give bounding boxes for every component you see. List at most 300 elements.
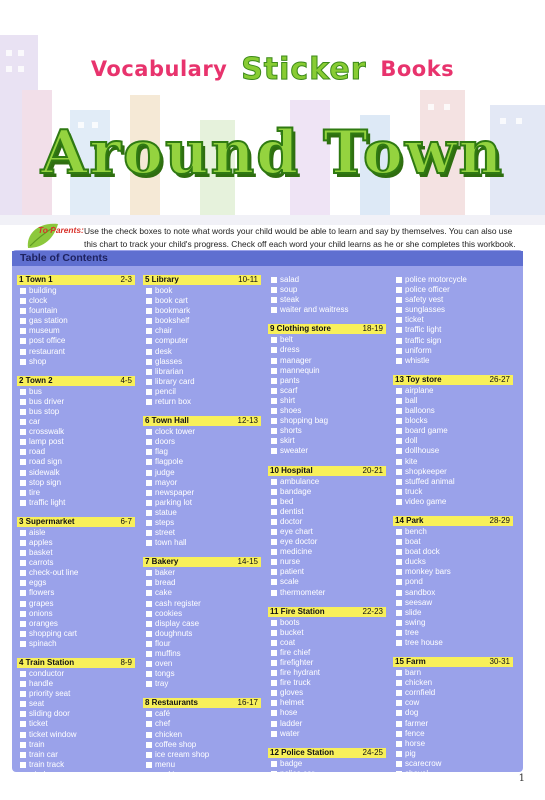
checklist-item[interactable] bbox=[17, 387, 135, 397]
checklist-item-label: scarf bbox=[280, 385, 298, 395]
checklist-item-label: restaurant bbox=[29, 346, 66, 356]
checklist-item-label: traffic light bbox=[405, 325, 442, 335]
checklist-item[interactable] bbox=[17, 407, 135, 417]
checklist-item[interactable] bbox=[143, 377, 261, 387]
checklist-item-label: monkey bars bbox=[405, 567, 451, 577]
checklist-item[interactable] bbox=[393, 698, 513, 708]
checklist-item-label: board game bbox=[405, 426, 448, 436]
checklist-item-label: dress bbox=[280, 345, 300, 355]
checklist-item[interactable] bbox=[17, 699, 135, 709]
checklist-item[interactable] bbox=[143, 437, 261, 447]
section-pages: 2-3 bbox=[120, 275, 132, 284]
checklist-item-label: medicine bbox=[280, 547, 313, 557]
checklist-item[interactable] bbox=[393, 336, 513, 346]
checklist-item[interactable] bbox=[17, 306, 135, 316]
checklist-item[interactable] bbox=[143, 488, 261, 498]
checklist-item[interactable] bbox=[143, 508, 261, 518]
checklist-item[interactable] bbox=[143, 306, 261, 316]
checklist-item[interactable] bbox=[17, 750, 135, 760]
checklist-item[interactable] bbox=[17, 488, 135, 498]
section-header bbox=[393, 516, 513, 526]
section-header bbox=[17, 376, 135, 386]
skyline-illustration bbox=[0, 0, 545, 225]
checklist-item-label: sweater bbox=[280, 446, 309, 456]
section-header bbox=[268, 748, 386, 758]
checklist-item[interactable] bbox=[393, 406, 513, 416]
checklist-item[interactable] bbox=[17, 548, 135, 558]
checklist-item[interactable] bbox=[268, 345, 386, 355]
checklist-item[interactable] bbox=[268, 678, 386, 688]
checklist-item[interactable] bbox=[268, 426, 386, 436]
checklist-item-label: video game bbox=[405, 496, 447, 506]
checklist-item[interactable] bbox=[143, 578, 261, 588]
section-title: 15 Farm bbox=[395, 657, 426, 667]
checklist-item[interactable] bbox=[17, 357, 135, 367]
checklist-item[interactable] bbox=[393, 547, 513, 557]
checklist-item[interactable] bbox=[393, 567, 513, 577]
checklist-item-label: fountain bbox=[29, 306, 58, 316]
checklist-item-label: fire chief bbox=[280, 647, 311, 657]
checklist-item[interactable] bbox=[143, 649, 261, 659]
checklist-item[interactable] bbox=[393, 588, 513, 598]
checklist-item[interactable] bbox=[393, 598, 513, 608]
checklist-item[interactable] bbox=[17, 397, 135, 407]
checklist-item-label: dog bbox=[405, 708, 419, 718]
section-header bbox=[143, 557, 261, 567]
checklist-item[interactable] bbox=[143, 498, 261, 508]
checklist-item[interactable] bbox=[143, 296, 261, 306]
checklist-item-label: flag bbox=[155, 447, 168, 457]
checklist-item[interactable] bbox=[393, 759, 513, 769]
checklist-item[interactable] bbox=[393, 769, 513, 779]
checklist-item-label: seesaw bbox=[405, 597, 433, 607]
checklist-item[interactable] bbox=[143, 709, 261, 719]
checklist-item-label: town hall bbox=[155, 538, 187, 548]
checklist-item[interactable] bbox=[393, 396, 513, 406]
checklist-item[interactable] bbox=[393, 416, 513, 426]
checklist-item[interactable] bbox=[393, 305, 513, 315]
checklist-item[interactable] bbox=[393, 577, 513, 587]
checklist-item-label: doors bbox=[155, 437, 176, 447]
checklist-item[interactable] bbox=[143, 568, 261, 578]
checklist-item-label: sunglasses bbox=[405, 305, 446, 315]
checklist-item[interactable] bbox=[143, 730, 261, 740]
checklist-item-label: doughnuts bbox=[155, 628, 193, 638]
checklist-item[interactable] bbox=[393, 638, 513, 648]
checklist-item-label: return box bbox=[155, 397, 192, 407]
checklist-item[interactable] bbox=[17, 457, 135, 467]
checklist-item[interactable] bbox=[393, 739, 513, 749]
toc-section bbox=[268, 275, 386, 315]
checklist-item[interactable] bbox=[143, 478, 261, 488]
checklist-item[interactable] bbox=[143, 528, 261, 538]
checklist-item[interactable] bbox=[393, 719, 513, 729]
checklist-item[interactable] bbox=[143, 316, 261, 326]
checklist-item-label: sliding door bbox=[29, 709, 70, 719]
checklist-item-label: cookies bbox=[155, 608, 183, 618]
checklist-item[interactable] bbox=[17, 719, 135, 729]
checklist-item-label: helmet bbox=[280, 698, 305, 708]
checklist-item[interactable] bbox=[143, 286, 261, 296]
checklist-item[interactable] bbox=[268, 759, 386, 769]
parents-note-label: To Parents: bbox=[38, 225, 84, 235]
checklist-item[interactable] bbox=[143, 750, 261, 760]
checklist-item[interactable] bbox=[268, 769, 386, 779]
checklist-item[interactable] bbox=[143, 447, 261, 457]
checklist-item[interactable] bbox=[143, 518, 261, 528]
toc-section bbox=[393, 516, 513, 648]
section-pages: 20-21 bbox=[362, 465, 383, 475]
section-title: 4 Train Station bbox=[19, 658, 75, 667]
checklist-item-label: library card bbox=[155, 376, 195, 386]
checklist-item[interactable] bbox=[268, 517, 386, 527]
checklist-item[interactable] bbox=[268, 446, 386, 456]
checklist-item-label: parking lot bbox=[155, 497, 192, 507]
checklist-item[interactable] bbox=[17, 326, 135, 336]
checklist-item[interactable] bbox=[268, 527, 386, 537]
checklist-item-label: tree bbox=[405, 627, 419, 637]
checklist-item[interactable] bbox=[393, 708, 513, 718]
checklist-item-label: cash register bbox=[155, 598, 201, 608]
checklist-item[interactable] bbox=[393, 386, 513, 396]
checklist-item[interactable] bbox=[17, 740, 135, 750]
checklist-item[interactable] bbox=[268, 557, 386, 567]
checklist-item-label: traffic light bbox=[29, 497, 66, 507]
checklist-item[interactable] bbox=[268, 275, 386, 285]
checklist-item[interactable] bbox=[268, 406, 386, 416]
checklist-item[interactable] bbox=[393, 446, 513, 456]
checklist-item[interactable] bbox=[143, 357, 261, 367]
checklist-item-label: bookmark bbox=[155, 306, 191, 316]
checklist-item[interactable] bbox=[143, 679, 261, 689]
section-pages: 12-13 bbox=[237, 416, 258, 426]
checklist-item[interactable] bbox=[268, 335, 386, 345]
checklist-item-label: ducks bbox=[405, 557, 426, 567]
checklist-item[interactable] bbox=[143, 619, 261, 629]
checklist-item[interactable] bbox=[17, 498, 135, 508]
checklist-item-label: eye chart bbox=[280, 526, 313, 536]
checklist-item-label: post office bbox=[29, 336, 66, 346]
checklist-item-label: dentist bbox=[280, 506, 304, 516]
checklist-item-label: window bbox=[29, 769, 56, 779]
section-header bbox=[268, 607, 386, 617]
checklist-item[interactable] bbox=[143, 609, 261, 619]
checklist-item[interactable] bbox=[143, 588, 261, 598]
checklist-item[interactable] bbox=[143, 669, 261, 679]
checklist-item[interactable] bbox=[17, 558, 135, 568]
checklist-item[interactable] bbox=[393, 729, 513, 739]
section-title: 7 Bakery bbox=[145, 557, 179, 567]
checklist-item[interactable] bbox=[393, 678, 513, 688]
checklist-item[interactable] bbox=[143, 347, 261, 357]
checklist-item[interactable] bbox=[17, 296, 135, 306]
section-title: 3 Supermarket bbox=[19, 516, 75, 526]
checklist-item-label: police car bbox=[280, 768, 315, 778]
checklist-item[interactable] bbox=[17, 770, 135, 780]
checklist-item[interactable] bbox=[17, 478, 135, 488]
checklist-item-label: building bbox=[29, 286, 57, 295]
checklist-item[interactable] bbox=[268, 729, 386, 739]
checklist-item[interactable] bbox=[17, 730, 135, 740]
checklist-item-label: aisle bbox=[29, 527, 46, 537]
checklist-item-label: bus driver bbox=[29, 396, 65, 406]
checklist-item-label: cow bbox=[405, 698, 420, 708]
checklist-item[interactable] bbox=[393, 426, 513, 436]
checklist-item[interactable] bbox=[17, 689, 135, 699]
section-title: 12 Police Station bbox=[270, 747, 335, 757]
checklist-item[interactable] bbox=[17, 619, 135, 629]
checklist-item-label: badge bbox=[280, 758, 303, 768]
checklist-item[interactable] bbox=[393, 457, 513, 467]
checklist-item[interactable] bbox=[268, 668, 386, 678]
section-pages: 22-23 bbox=[362, 606, 383, 616]
toc-column bbox=[17, 275, 135, 799]
checklist-item[interactable] bbox=[393, 537, 513, 547]
section-pages: 30-31 bbox=[489, 657, 510, 667]
checklist-item-label: computer bbox=[155, 336, 189, 346]
checklist-item-label: conductor bbox=[29, 669, 65, 678]
toc-section bbox=[268, 466, 386, 598]
toc-section bbox=[143, 557, 261, 689]
checklist-item[interactable] bbox=[268, 537, 386, 547]
checklist-item[interactable] bbox=[17, 427, 135, 437]
checklist-item[interactable] bbox=[393, 477, 513, 487]
checklist-item-label: patient bbox=[280, 567, 305, 577]
checklist-item-label: barn bbox=[405, 668, 422, 678]
checklist-item-label: bus bbox=[29, 386, 42, 396]
checklist-item[interactable] bbox=[393, 557, 513, 567]
checklist-item[interactable] bbox=[393, 628, 513, 638]
checklist-item-label: chicken bbox=[155, 729, 183, 739]
checklist-item-label: train bbox=[29, 739, 45, 749]
checklist-item[interactable] bbox=[17, 709, 135, 719]
checklist-item-label: pants bbox=[280, 375, 300, 385]
checklist-item[interactable] bbox=[143, 427, 261, 437]
checklist-item[interactable] bbox=[17, 528, 135, 538]
checklist-item-label: pencil bbox=[155, 386, 176, 396]
checklist-item[interactable] bbox=[268, 487, 386, 497]
checklist-item[interactable] bbox=[268, 366, 386, 376]
checklist-item[interactable] bbox=[17, 599, 135, 609]
checklist-item[interactable] bbox=[393, 346, 513, 356]
checklist-item[interactable] bbox=[268, 285, 386, 295]
checklist-item-label: spinach bbox=[29, 638, 57, 648]
checklist-item-label: street bbox=[155, 528, 176, 538]
checklist-item-label: shoes bbox=[280, 406, 302, 416]
checklist-item[interactable] bbox=[268, 618, 386, 628]
checklist-item-label: check-out line bbox=[29, 568, 79, 578]
checklist-item[interactable] bbox=[17, 568, 135, 578]
checklist-item-label: carrots bbox=[29, 558, 54, 568]
checklist-item[interactable] bbox=[143, 740, 261, 750]
checklist-item[interactable] bbox=[268, 507, 386, 517]
checklist-item[interactable] bbox=[268, 638, 386, 648]
checklist-item-label: coat bbox=[280, 637, 296, 647]
checklist-item[interactable] bbox=[268, 688, 386, 698]
checklist-item[interactable] bbox=[143, 468, 261, 478]
checklist-item[interactable] bbox=[17, 336, 135, 346]
checklist-item[interactable] bbox=[393, 325, 513, 335]
checklist-item-label: display case bbox=[155, 618, 200, 628]
checklist-item-label: book bbox=[155, 286, 173, 295]
checklist-item[interactable] bbox=[17, 639, 135, 649]
checklist-item[interactable] bbox=[17, 316, 135, 326]
checklist-item[interactable] bbox=[393, 285, 513, 295]
checklist-item[interactable] bbox=[268, 708, 386, 718]
section-title: 10 Hospital bbox=[270, 465, 313, 475]
toc-section bbox=[393, 657, 513, 789]
section-pages: 4-5 bbox=[120, 375, 132, 385]
checklist-item-label: judge bbox=[155, 467, 175, 477]
section-header bbox=[143, 698, 261, 708]
checklist-item[interactable] bbox=[17, 629, 135, 639]
section-title: 8 Restaurants bbox=[145, 698, 198, 708]
checklist-item[interactable] bbox=[393, 275, 513, 285]
checklist-item[interactable] bbox=[268, 719, 386, 729]
checklist-item[interactable] bbox=[268, 588, 386, 598]
checklist-item-label: fire hydrant bbox=[280, 668, 321, 678]
checklist-item-label: clock bbox=[29, 296, 48, 306]
checklist-item[interactable] bbox=[268, 386, 386, 396]
checklist-item[interactable] bbox=[143, 599, 261, 609]
checklist-item-label: steps bbox=[155, 517, 175, 527]
checklist-item[interactable] bbox=[17, 468, 135, 478]
checklist-item-label: police motorcycle bbox=[405, 275, 467, 284]
checklist-item[interactable] bbox=[393, 467, 513, 477]
checklist-item[interactable] bbox=[393, 315, 513, 325]
checklist-item[interactable] bbox=[268, 295, 386, 305]
checklist-item[interactable] bbox=[393, 436, 513, 446]
checklist-item[interactable] bbox=[17, 780, 135, 790]
checklist-item-label: bandage bbox=[280, 486, 312, 496]
section-pages: 26-27 bbox=[489, 374, 510, 384]
checklist-item[interactable] bbox=[143, 770, 261, 780]
checklist-item[interactable] bbox=[393, 779, 513, 789]
checklist-item-label: menu bbox=[155, 759, 176, 769]
checklist-item[interactable] bbox=[268, 396, 386, 406]
checklist-item-label: boots bbox=[280, 617, 300, 627]
checklist-item-label: shovel bbox=[405, 769, 429, 779]
checklist-item[interactable] bbox=[393, 618, 513, 628]
checklist-item[interactable] bbox=[268, 628, 386, 638]
checklist-item[interactable] bbox=[393, 356, 513, 366]
checklist-item-label: chicken bbox=[405, 678, 433, 688]
checklist-item[interactable] bbox=[17, 538, 135, 548]
checklist-item-label: oven bbox=[155, 659, 173, 669]
checklist-item[interactable] bbox=[268, 356, 386, 366]
checklist-item[interactable] bbox=[393, 487, 513, 497]
checklist-item-label: shopping bag bbox=[280, 416, 329, 426]
checklist-item[interactable] bbox=[143, 336, 261, 346]
checklist-item[interactable] bbox=[268, 416, 386, 426]
checklist-item[interactable] bbox=[143, 397, 261, 407]
checklist-item[interactable] bbox=[17, 669, 135, 679]
checklist-item-label: truck bbox=[405, 486, 423, 496]
section-header bbox=[393, 375, 513, 385]
toc-section bbox=[17, 275, 135, 367]
section-title: 6 Town Hall bbox=[145, 416, 189, 426]
checklist-item[interactable] bbox=[17, 286, 135, 296]
checklist-item[interactable] bbox=[393, 688, 513, 698]
checklist-item[interactable] bbox=[268, 436, 386, 446]
checklist-item[interactable] bbox=[17, 437, 135, 447]
checklist-item[interactable] bbox=[268, 477, 386, 487]
checklist-item[interactable] bbox=[143, 326, 261, 336]
checklist-item-label: clock tower bbox=[155, 427, 196, 437]
checklist-item-label: priority seat bbox=[29, 689, 71, 699]
checklist-item-label: kite bbox=[405, 456, 418, 466]
checklist-item-label: tongs bbox=[155, 669, 175, 679]
checklist-item[interactable] bbox=[268, 497, 386, 507]
checklist-item-label: police officer bbox=[405, 285, 450, 295]
checklist-item-label: shopkeeper bbox=[405, 466, 447, 476]
checklist-item[interactable] bbox=[17, 588, 135, 598]
checklist-item[interactable] bbox=[268, 567, 386, 577]
checklist-item[interactable] bbox=[17, 609, 135, 619]
checklist-item-label: road bbox=[29, 447, 46, 457]
section-title: 2 Town 2 bbox=[19, 375, 53, 385]
checklist-item[interactable] bbox=[143, 760, 261, 770]
section-title: 9 Clothing store bbox=[270, 324, 331, 334]
checklist-item[interactable] bbox=[143, 457, 261, 467]
checklist-item[interactable] bbox=[143, 538, 261, 548]
checklist-item[interactable] bbox=[17, 417, 135, 427]
section-pages: 14-15 bbox=[237, 557, 258, 567]
checklist-item[interactable] bbox=[143, 780, 261, 790]
checklist-item[interactable] bbox=[393, 668, 513, 678]
checklist-item-label: bus stop bbox=[29, 406, 60, 416]
checklist-item[interactable] bbox=[268, 547, 386, 557]
checklist-item[interactable] bbox=[393, 295, 513, 305]
checklist-item-label: car bbox=[29, 417, 41, 427]
checklist-item-label: muffins bbox=[155, 649, 181, 658]
checklist-item[interactable] bbox=[268, 305, 386, 315]
toc-section bbox=[17, 517, 135, 649]
checklist-item[interactable] bbox=[393, 497, 513, 507]
checklist-item[interactable] bbox=[17, 578, 135, 588]
checklist-item[interactable] bbox=[268, 577, 386, 587]
checklist-item-label: basket bbox=[29, 548, 53, 558]
checklist-item[interactable] bbox=[268, 648, 386, 658]
checklist-item-label: coffee shop bbox=[155, 739, 197, 749]
checklist-item[interactable] bbox=[268, 658, 386, 668]
checklist-item[interactable] bbox=[393, 608, 513, 618]
checklist-item-label: farmer bbox=[405, 718, 429, 728]
checklist-item[interactable] bbox=[17, 679, 135, 689]
checklist-item[interactable] bbox=[393, 527, 513, 537]
checklist-item[interactable] bbox=[143, 719, 261, 729]
checklist-item[interactable] bbox=[17, 347, 135, 357]
section-pages: 18-19 bbox=[362, 324, 383, 334]
checklist-item[interactable] bbox=[143, 387, 261, 397]
checklist-item-label: manager bbox=[280, 355, 312, 365]
checklist-item-label: museum bbox=[29, 326, 60, 336]
checklist-item[interactable] bbox=[393, 749, 513, 759]
checklist-item[interactable] bbox=[143, 367, 261, 377]
checklist-item-label: lamp post bbox=[29, 437, 64, 447]
checklist-item[interactable] bbox=[143, 639, 261, 649]
checklist-item[interactable] bbox=[268, 698, 386, 708]
checklist-item-label: thermometer bbox=[280, 587, 326, 597]
checklist-item[interactable] bbox=[143, 659, 261, 669]
checklist-item[interactable] bbox=[268, 779, 386, 789]
checklist-item[interactable] bbox=[143, 629, 261, 639]
section-title: 13 Toy store bbox=[395, 374, 442, 384]
checklist-item[interactable] bbox=[17, 760, 135, 770]
checklist-item[interactable] bbox=[17, 447, 135, 457]
checklist-item-label: librarian bbox=[155, 366, 184, 376]
checklist-item[interactable] bbox=[268, 376, 386, 386]
